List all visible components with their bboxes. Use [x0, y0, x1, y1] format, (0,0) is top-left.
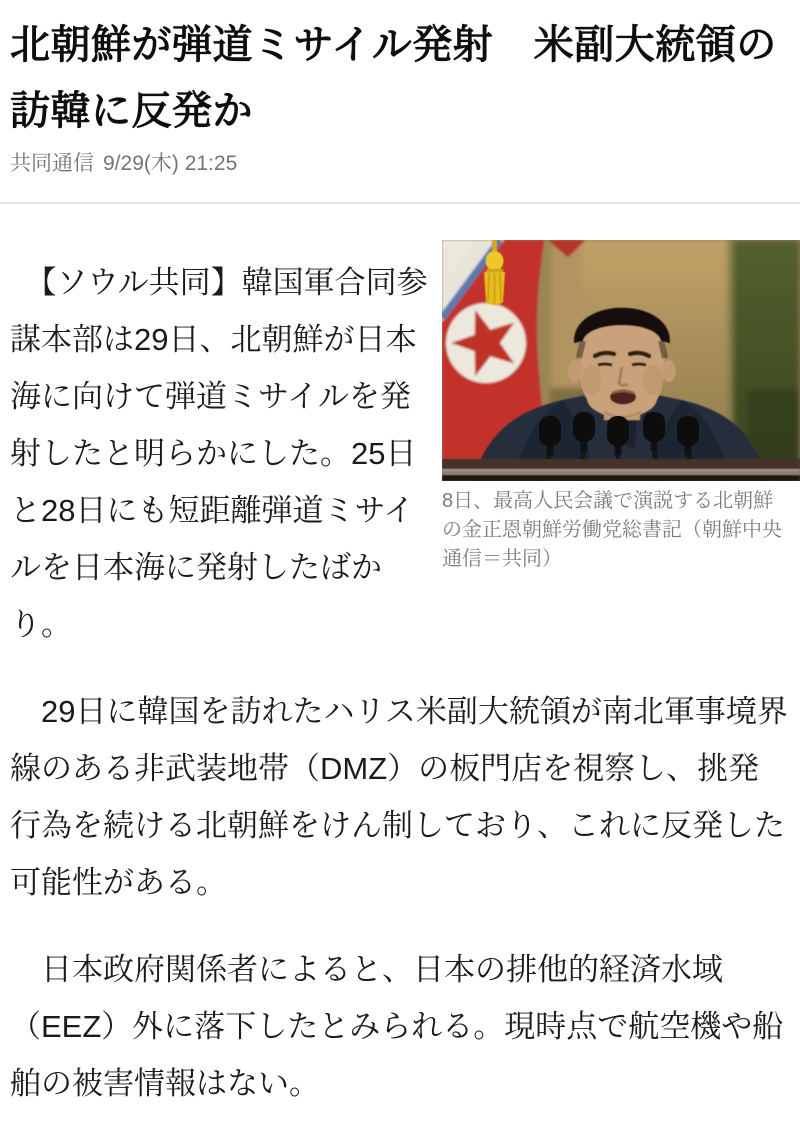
article-header	[0, 0, 800, 178]
news-source: 共同通信	[10, 152, 94, 175]
byline	[10, 149, 790, 178]
article-paragraph: 日本政府関係者によると、日本の排他的経済水域（EEZ）外に落下したとみられる。現時点で航空機や船舶の被害情報はない。	[10, 952, 784, 1101]
photo-caption: 8日、最高人民会議で演説する北朝鮮の金正恩朝鮮労働党総書記（朝鮮中央通信＝共同）	[442, 490, 782, 570]
article-photo[interactable]	[442, 240, 800, 574]
article-paragraph: 29日に韓国を訪れたハリス米副大統領が南北軍事境界線のある非武装地帯（DMZ）の板門店を視察し、挑発行為を続ける北朝鮮をけん制しており、これに反発した可能性がある。	[10, 694, 788, 900]
publish-datetime: 9/29(木) 21:25	[103, 152, 238, 175]
article-title: 北朝鮮が弾道ミサイル発射 米副大統領の訪韓に反発か	[10, 23, 777, 133]
podium	[442, 459, 800, 481]
kim-jong-un-photo[interactable]	[442, 240, 800, 481]
article-body	[0, 204, 800, 1112]
article-paragraph: 【ソウル共同】韓国軍合同参謀本部は29日、北朝鮮が日本海に向けて弾道ミサイルを発射したと明らかにした。25日と28日にも短距離弾道ミサイルを日本海に発射したばかり。	[10, 265, 428, 642]
